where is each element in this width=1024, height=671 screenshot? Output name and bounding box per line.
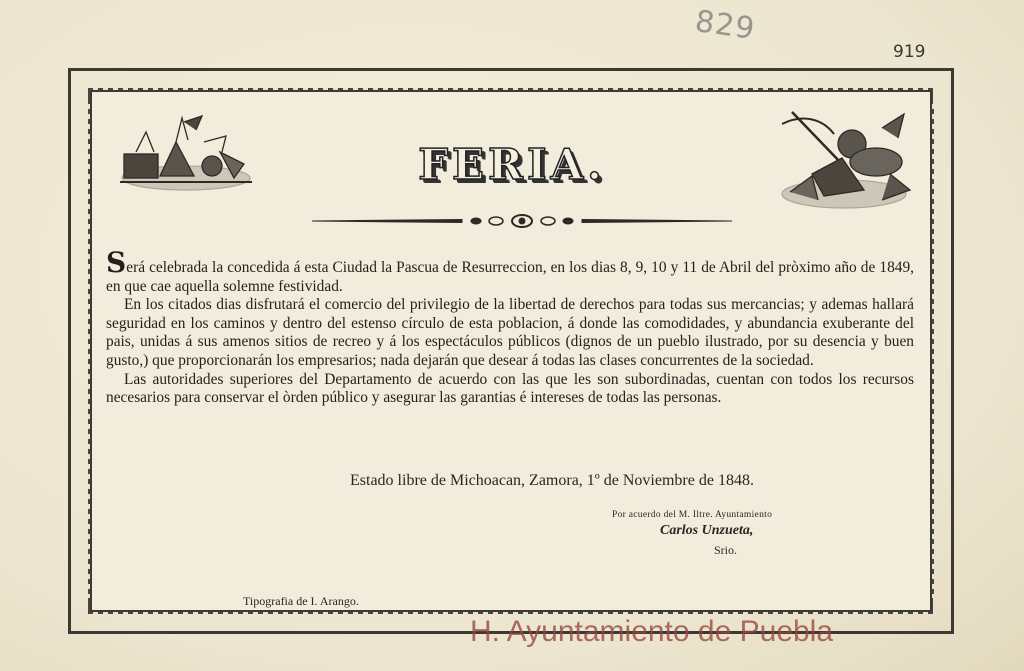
handwritten-number: 919 (893, 42, 926, 62)
paragraph-1-text: erá celebrada la concedida á esta Ciudad la Pascua de Resurreccion, en los dias 8, 9, 10 y 11 de Abril del pròximo año de 1849, en que cae aquella solemne festividad. (106, 259, 914, 295)
handwritten-annotation-top: 829 (692, 3, 758, 48)
drop-cap: S (106, 246, 127, 279)
paragraph-3: Las autoridades superiores del Departamento de acuerdo con las que les son subordinadas, cuentan con todos los recursos necesarios para conservar el òrden público y asegurar las garantias é intereses de todas las personas. (106, 370, 914, 407)
announcement-body (106, 246, 914, 408)
ornamental-rule (312, 212, 732, 230)
signer-role: Srio. (714, 543, 738, 557)
agreement-line: Por acuerdo del M. Iltre. Ayuntamiento (612, 510, 773, 520)
archive-watermark: H. Ayuntamiento de Puebla (470, 615, 834, 648)
signer-name: Carlos Unzueta, (660, 523, 754, 538)
paragraph-2: En los citados dias disfrutará el comercio del privilegio de la libertad de derechos para todas sus mercancias; y ademas hallará seguridad en los caminos y dentro del estenso círculo de esta poblacion, á donde las comodidades, y abundancia exuberante del pais, unidas á sus amenos sitios de recreo y á los espectáculos públicos (dignos de un pueblo ilustrado, por su desencia y buen gusto,) que proporcionarán los empresarios; nada dejarán que desear á todas las clases concurrentes de la sociedad. (106, 296, 914, 369)
printer-credit: Tipografia de I. Arango. (243, 594, 359, 608)
paragraph-1 (106, 246, 914, 296)
place-and-date: Estado libre de Michoacan, Zamora, 1º de Noviembre de 1848. (350, 472, 754, 489)
document-title: FERIA. (418, 140, 606, 189)
